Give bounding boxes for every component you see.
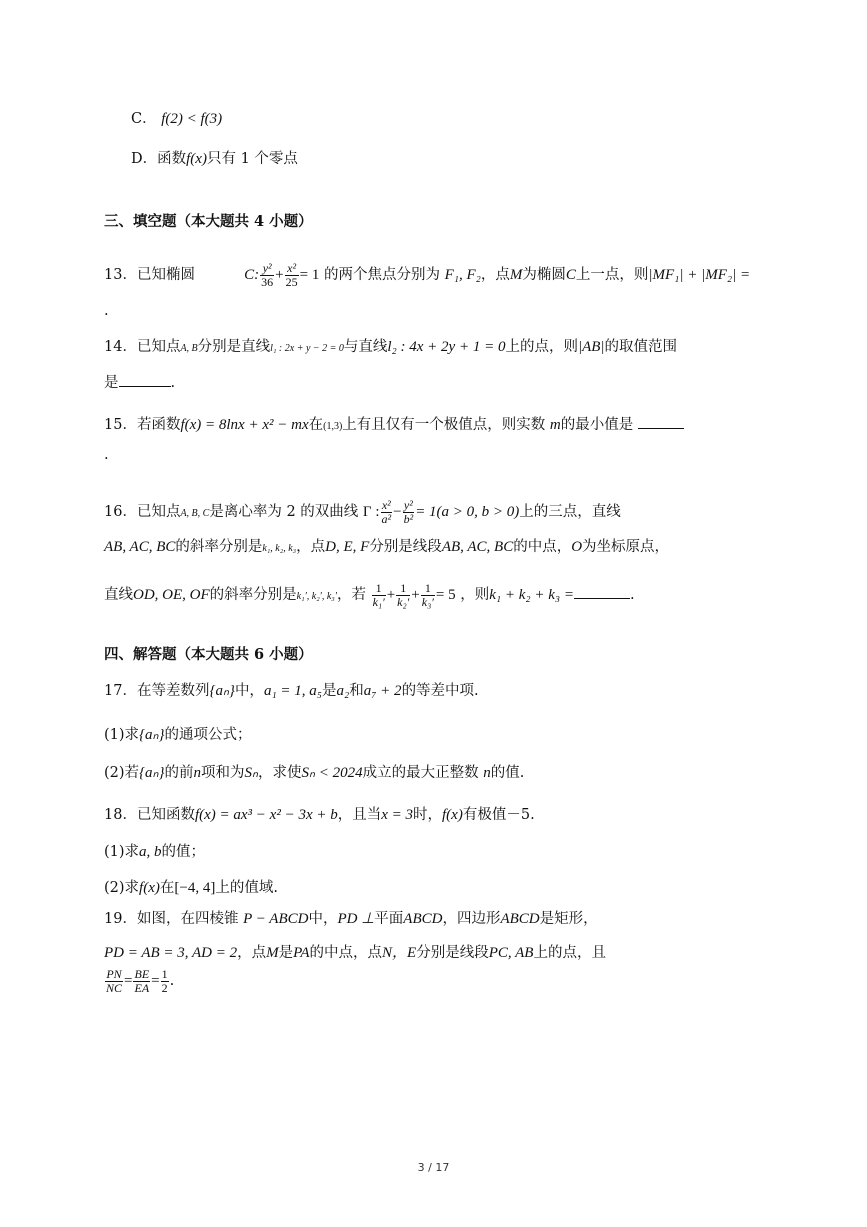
question-13-tail: . [104, 303, 109, 319]
question-17-part1: (1)求{aₙ}的通项公式； [104, 727, 252, 743]
question-14: 14．已知点A, B分别是直线l₁ : 2x + y − 2 = 0与直线l₂ : 4x + 2y + 1 = 0上的点，则|AB|的取值范围 [104, 339, 678, 355]
ellipse-frac-y: $\frac{\text{y²}}{36}$ [261, 261, 274, 289]
question-17-part2: (2)若{aₙ}的前n项和为Sₙ，求使Sₙ < 2024成立的最大正整数 n的值. [104, 765, 525, 781]
question-19: 19．如图，在四棱锥 P − ABCD中，PD ⊥平面ABCD，四边形ABCD是矩形， [104, 911, 598, 927]
question-16: 16．已知点A, B, C是离心率为 2 的双曲线 Γ : $\frac{\text{x²}}{\text{a²}}$ − $\frac{\text{y²}}{\text{b²}}$ = 1(a > 0, b > 0)上的三点，直线 [104, 498, 621, 526]
question-19-line3: $\frac{PN}{NC}$ = $\frac{BE}{EA}$ = $\frac{1}{2}$ . [106, 967, 175, 995]
answer-blank[interactable] [119, 374, 171, 387]
question-19-line2: PD = AB = 3, AD = 2，点M是PA的中点，点N，E分别是线段PC, AB上的点，且 [104, 945, 606, 961]
answer-blank[interactable] [638, 416, 684, 429]
question-15-tail: . [104, 447, 109, 463]
question-16-line3: 直线OD, OE, OF的斜率分别是k₁′, k₂′, k₃′，若 $\frac{1}{\text{k₁′}}$ + $\frac{1}{\text{k₂′}}$ + $\frac{1}{\text{k₃′}}$ = 5 ，则k₁ + k₂ + k₃ = . [104, 581, 635, 609]
option-c-math: f(2) < f(3) [161, 111, 223, 127]
question-13: 13．已知椭圆 C: $\frac{\text{y²}}{36}$ + $\frac{\text{x²}}{25}$ = 1 的两个焦点分别为 F₁, F₂，点M为椭圆C上一点，则|MF₁| + |MF₂| = [104, 261, 751, 289]
ellipse-frac-x: $\frac{\text{x²}}{25}$ [285, 261, 298, 289]
question-17: 17．在等差数列{aₙ}中，a₁ = 1, a₅是a₂和a₇ + 2的等差中项. [104, 683, 479, 699]
page-number: 3 / 17 [417, 1161, 450, 1174]
section-4-title: 四、解答题（本大题共 6 小题） [104, 646, 313, 663]
question-15: 15．若函数f(x) = 8lnx + x² − mx在(1,3)上有且仅有一个极值点，则实数 m的最小值是 [104, 416, 771, 433]
option-c: C． f(2) < f(3) [131, 111, 223, 127]
question-18: 18．已知函数f(x) = ax³ − x² − 3x + b，且当x = 3时，f(x)有极值－5. [104, 807, 535, 823]
question-16-line2: AB, AC, BC的斜率分别是k₁, k₂, k₃，点D, E, F分别是线段AB, AC, BC的中点，O为坐标原点， [104, 539, 670, 555]
question-18-part1: (1)求a, b的值； [104, 844, 206, 860]
question-14-line2: 是 . [104, 375, 176, 391]
option-d: D．函数f(x)只有 1 个零点 [131, 151, 298, 167]
section-3-title: 三、填空题（本大题共 4 小题） [104, 213, 313, 230]
question-18-part2: (2)求f(x)在[−4, 4]上的值域. [104, 880, 278, 896]
answer-blank[interactable] [574, 586, 630, 599]
